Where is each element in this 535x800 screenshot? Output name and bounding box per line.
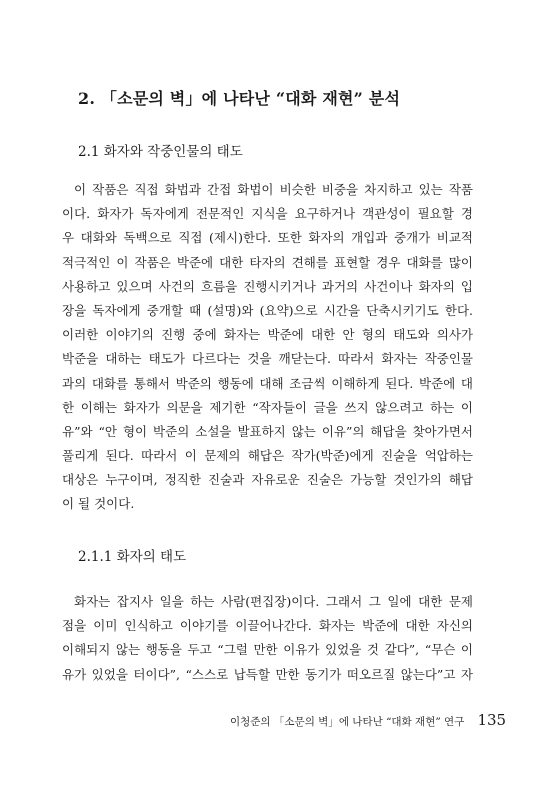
paragraph-line: 이 작품은 직접 화법과 간접 화법이 비슷한 비중을 차지하고 있는 작품 (74, 182, 473, 197)
paragraph-line: 과의 대화를 통해서 박준의 행동에 대해 조금씩 이해하게 된다. 박준에 대 (62, 375, 473, 391)
paragraph-line: 이해되지 않는 행동을 두고 “그럴 만한 이유가 있었을 것 같다”, “무슨 이 (62, 642, 473, 658)
paragraph-line: 이다. 화자가 독자에게 전문적인 지식을 요구하거나 객관성이 필요할 경 (62, 206, 473, 222)
paragraph-line: 적극적인 이 작품은 박준에 대한 타자의 견해를 표현할 경우 대화를 많이 (62, 254, 473, 270)
page-number: 135 (477, 711, 507, 729)
paragraph-line: 한 이해는 화자가 의문을 제기한 “작자들이 글을 쓰지 않으려고 하는 이 (62, 399, 473, 415)
paragraph-line: 박준을 대하는 태도가 다르다는 것을 깨닫는다. 따라서 화자는 작중인물 (62, 351, 473, 367)
body-paragraph-2 (62, 590, 473, 687)
paragraph-line: 화자는 잡지사 일을 하는 사람(편집장)이다. 그래서 그 일에 대한 문제 (74, 594, 473, 609)
subsubsection-heading: 2.1.1 화자의 태도 (78, 549, 187, 565)
paragraph-line: 우 대화와 독백으로 직접 (제시)한다. 또한 화자의 개입과 중개가 비교적 (62, 230, 473, 246)
paragraph-line: 이 될 것이다. (62, 496, 135, 512)
section-heading: 2. 「소문의 벽」에 나타난 “대화 재현” 분석 (78, 89, 401, 108)
body-paragraph-1 (62, 178, 473, 517)
paragraph-line: 유가 있었을 터이다”, “스스로 납득할 만한 동기가 떠오르질 않는다”고 자 (62, 666, 473, 682)
paragraph-line: 사용하고 있으며 사건의 흐름을 진행시키거나 과거의 사건이나 화자의 입 (62, 278, 473, 294)
paragraph-line: 풀리게 된다. 따라서 이 문제의 해답은 작가(박준)에게 진술을 억압하는 (62, 448, 473, 464)
running-title: 이청준의 「소문의 벽」에 나타난 “대화 재현” 연구 (230, 716, 465, 728)
subsection-heading: 2.1 화자와 작중인물의 태도 (78, 144, 243, 160)
paragraph-line: 대상은 누구이며, 정직한 진술과 자유로운 진술은 가능할 것인가의 해답 (62, 472, 473, 488)
paragraph-line: 점을 이미 인식하고 이야기를 이끌어나간다. 화자는 박준에 대한 자신의 (62, 618, 473, 634)
paragraph-line: 유”와 “안 형이 박준의 소설을 발표하지 않는 이유”의 해답을 찾아가면서 (62, 423, 473, 439)
paragraph-line: 이러한 이야기의 진행 중에 화자는 박준에 대한 안 형의 태도와 의사가 (62, 327, 473, 343)
paragraph-line: 장을 독자에게 중개할 때 (설명)와 (요약)으로 시간을 단축시키기도 한다. (62, 302, 473, 318)
page-footer (230, 710, 507, 729)
